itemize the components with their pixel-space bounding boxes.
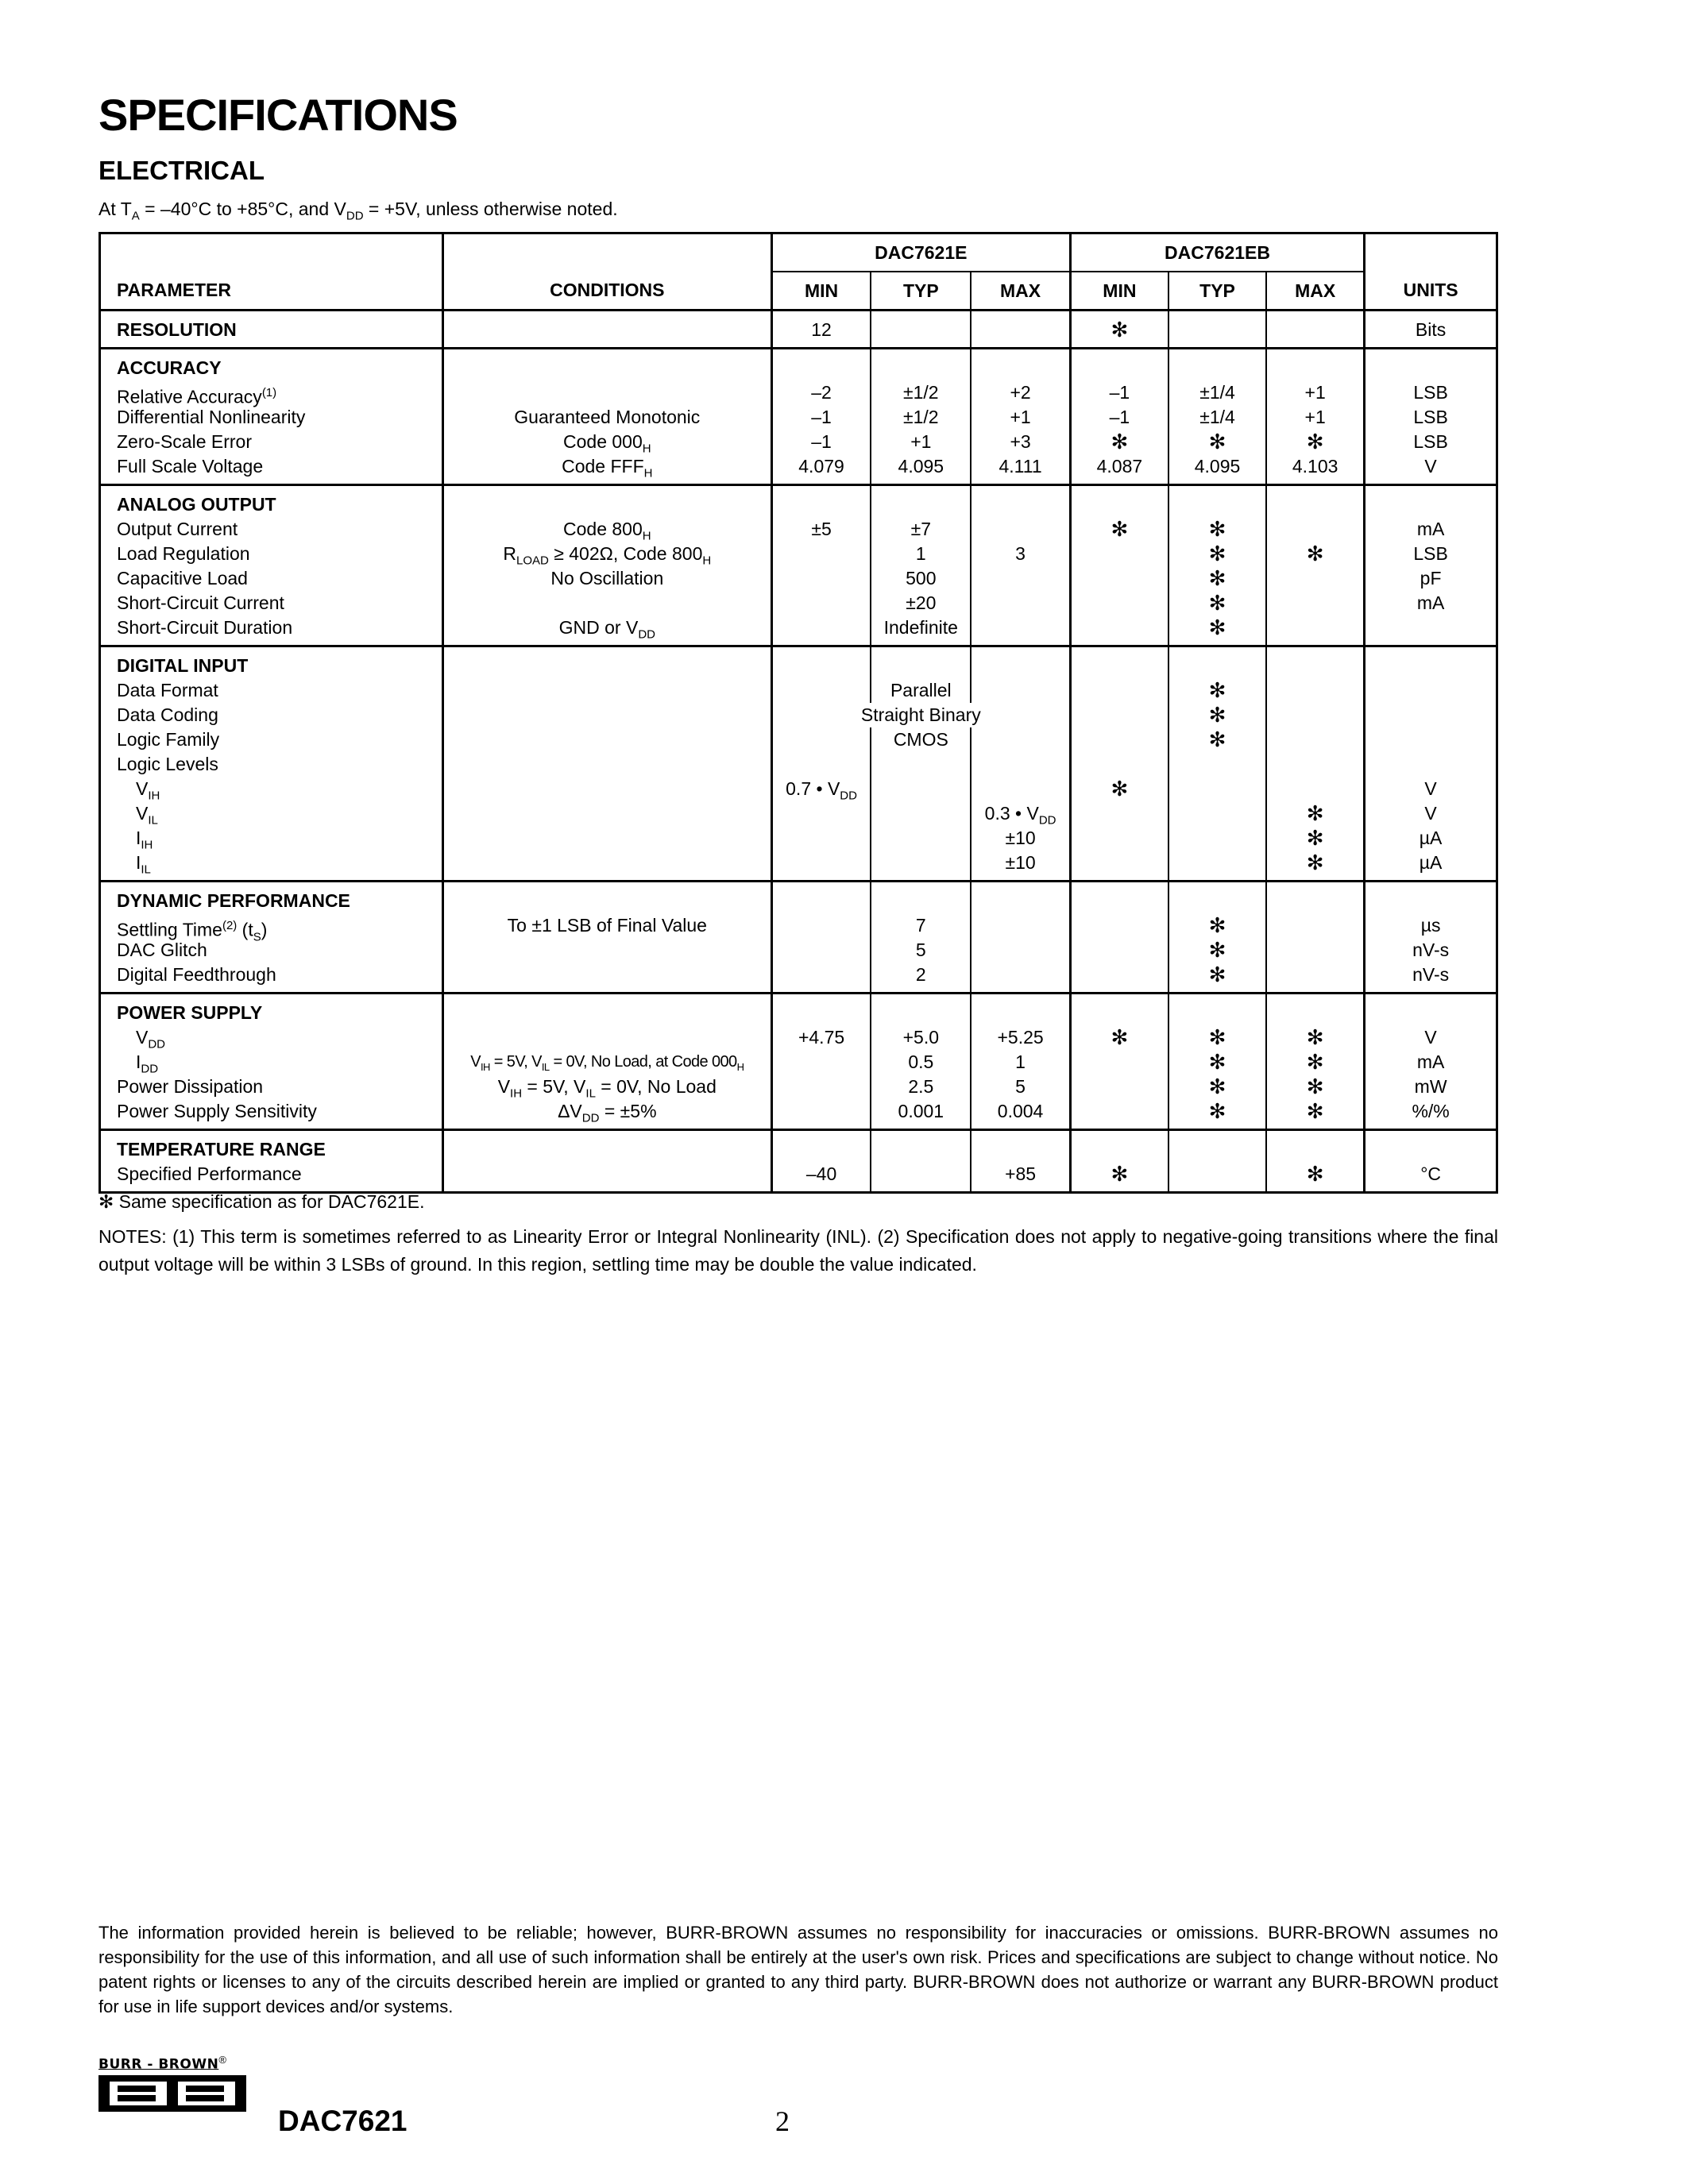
col-header-typ: TYP [871,272,971,311]
section-subtitle: ELECTRICAL [98,156,265,185]
col-header-typ: TYP [1168,272,1266,311]
specifications-table [98,232,1498,1194]
same-spec-mark: ✻ [1111,318,1129,341]
section-label: POWER SUPPLY [117,1002,263,1023]
group-header-dac7621e: DAC7621E [771,233,1070,272]
bb-logo-icon [98,2075,246,2112]
col-header-units: UNITS [1365,272,1497,311]
notes-paragraph: NOTES: (1) This term is sometimes referred to as Linearity Error or Integral Nonlinearity (INL). (2) Specification does not apply to negative-going transitions where the final output voltage will be within 3 LSBs of ground. In this region, settling time may be double the value indicated. [98,1226,1498,1275]
burr-brown-logo: BURR - BROWN® [98,2054,257,2112]
section-label: ACCURACY [117,357,222,378]
same-spec-footnote: ✻ Same specification as for DAC7621E. [98,1191,425,1212]
disclaimer-paragraph: The information provided herein is believed to be reliable; however, BURR-BROWN assumes no responsibility for inaccuracies or omissions. BURR-BROWN assumes no responsibility for the use of this information, and all use of such information shall be entirely at the user's own risk. Prices and specifications are subject to change without notice. No patent rights or licenses to any of the circuits described herein are implied or granted to any third party. BURR-BROWN does not authorize or warrant any BURR-BROWN product for use in life support devices and/or systems. [98,1923,1498,2016]
col-header-parameter: PARAMETER [100,272,443,311]
logo-wordmark: BURR - BROWN [98,2056,219,2073]
group-header-dac7621eb: DAC7621EB [1070,233,1364,272]
section-label: DYNAMIC PERFORMANCE [117,890,350,911]
section-label: DIGITAL INPUT [117,655,249,676]
param-relative-accuracy: Relative Accuracy$^{(1)}$ [117,386,277,407]
page-number: 2 [775,2105,790,2137]
test-conditions-line: At $T_A = -40^\circ C$ to +85°C, and $V_{DD} = +5V$, unless otherwise noted. [98,199,618,223]
table-section-dynamic-performance: DYNAMIC PERFORMANCE Settling Time$^{(2)}$ $(t_S)$ DAC Glitch Digital Feedthrough To ±1 LSB of Final Value 7 5 2 ✻ ✻ ✻ µs nV-s nV-s [100,882,1497,994]
page-title: SPECIFICATIONS [98,90,458,140]
col-header-max: MAX [971,272,1070,311]
col-header-conditions: CONDITIONS [442,272,771,311]
part-number: DAC7621 [278,2105,408,2137]
table-section-power-supply: POWER SUPPLY $V_{DD}$ $I_{DD}$ Power Dissipation Power Supply Sensitivity $V_{IH} = 5V$, $V_{IL} = 0V$, No Load, at Code $000_H$ $V_{IH} = 5V$, $V_{IL} = 0V$, No Load $\Delta V_{DD} = \pm 5\%$ +4.75 +5.0 0.5 2.5 0.001 +5.25 1 5 0.004 ✻ ✻ ✻ ✻ ✻ ✻ ✻ ✻ ✻ V mA mW %/% [100,994,1497,1130]
table-section-accuracy: ACCURACY Relative Accuracy$^{(1)}$ Differential Nonlinearity Zero-Scale Error Full Scale Voltage Guaranteed Monotonic Code $000_H$ Code $FFF_H$ –2 –1 –1 4.079 ±1/2 ±1/2 +1 4.095 +2 +1 +3 4.111 –1 –1 ✻ 4.087 ±1/4 ±1/4 ✻ 4.095 +1 +1 ✻ 4.103 LSB LSB LSB V [100,349,1497,485]
table-row-resolution: RESOLUTION 12 ✻ Bits [100,311,1497,349]
col-header-min: MIN [1070,272,1168,311]
table-section-digital-input: DIGITAL INPUT Data Format Data Coding Logic Family Logic Levels $V_{IH}$ $V_{IL}$ $I_{IH}$ $I_{IL}$ 0.7 • $V_{DD}$ Parallel Straight Binary CMOS 0.3 • $V_{DD}$ ±10 ±10 ✻ ✻ ✻ ✻ ✻ ✻ ✻ V V µA µA [100,646,1497,882]
section-label: TEMPERATURE RANGE [117,1139,326,1160]
table-section-temperature-range: TEMPERATURE RANGE Specified Performance –40 +85 ✻ ✻ °C [100,1130,1497,1193]
table-section-analog-output: ANALOG OUTPUT Output Current Load Regulation Capacitive Load Short-Circuit Current Short-Circuit Duration Code $800_H$ $R_{LOAD} \ge 402\Omega$, Code $800_H$ No Oscillation GND or $V_{DD}$ ±5 ±7 1 500 ±20 Indefinite 3 ✻ ✻ ✻ ✻ ✻ ✻ ✻ mA LSB pF mA [100,485,1497,646]
section-label: ANALOG OUTPUT [117,494,276,515]
section-label: RESOLUTION [117,319,237,340]
col-header-max: MAX [1266,272,1365,311]
col-header-min: MIN [771,272,871,311]
